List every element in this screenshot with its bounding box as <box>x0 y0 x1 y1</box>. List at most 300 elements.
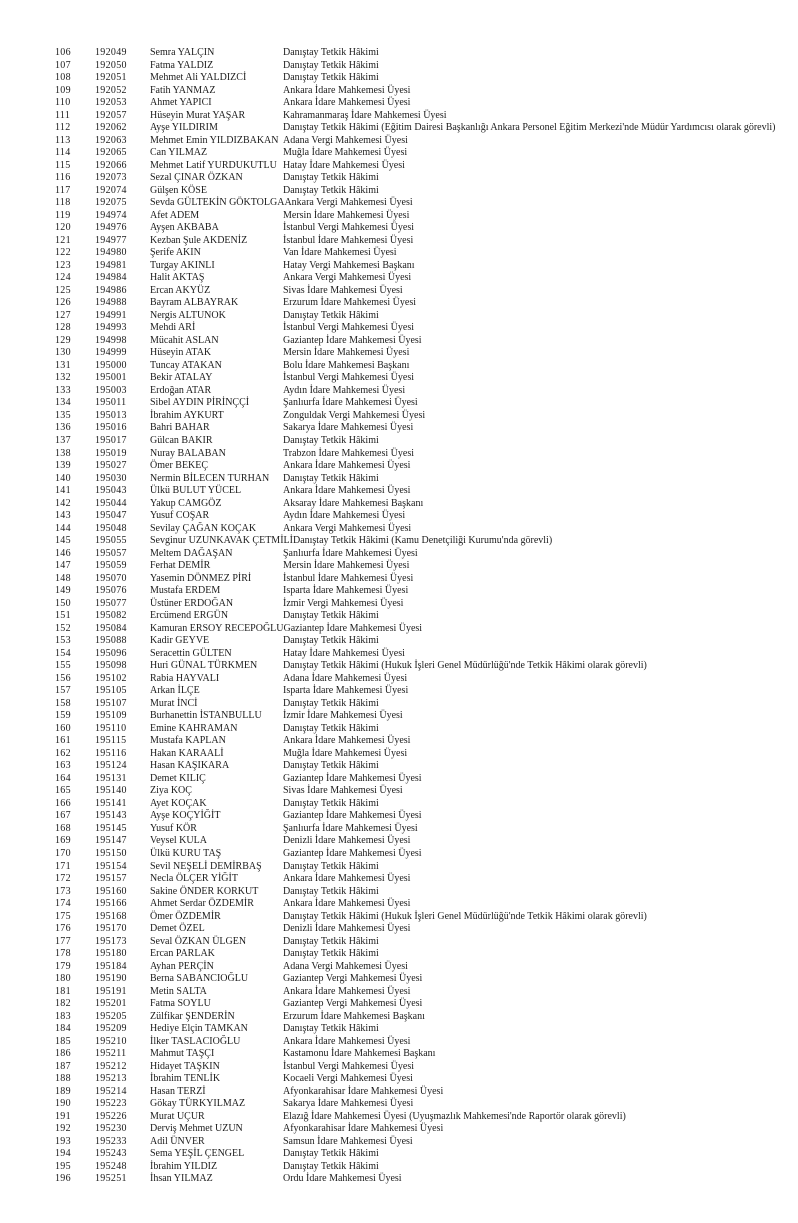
table-row <box>55 773 793 786</box>
row-number: 159 <box>55 710 71 722</box>
registry-number: 195107 <box>95 697 127 709</box>
registry-number: 195017 <box>95 434 127 446</box>
table-row <box>55 285 793 298</box>
table-row <box>55 760 793 773</box>
judge-name: İlker TASLACIOĞLU <box>150 1035 241 1047</box>
row-number: 142 <box>55 497 71 509</box>
judge-title: Afyonkarahisar İdare Mahkemesi Üyesi <box>283 1123 444 1135</box>
table-row <box>55 272 793 285</box>
row-number: 182 <box>55 998 71 1010</box>
judge-name: Arkan İLÇE <box>150 685 200 697</box>
row-number: 190 <box>55 1098 71 1110</box>
table-row <box>55 335 793 348</box>
judge-title: Gaziantep İdare Mahkemesi Üyesi <box>283 810 422 822</box>
row-number: 163 <box>55 760 71 772</box>
registry-number: 195059 <box>95 560 127 572</box>
registry-number: 195044 <box>95 497 127 509</box>
judge-title: Danıştay Tetkik Hâkimi <box>283 59 379 71</box>
registry-number: 194998 <box>95 334 127 346</box>
table-row <box>55 1023 793 1036</box>
row-number: 122 <box>55 247 71 259</box>
row-number: 133 <box>55 384 71 396</box>
judge-name: Kezban Şule AKDENİZ <box>150 234 248 246</box>
table-row <box>55 673 793 686</box>
table-row <box>55 147 793 160</box>
registry-number: 195166 <box>95 898 127 910</box>
judge-title: Aydın İdare Mahkemesi Üyesi <box>283 510 406 522</box>
table-row <box>55 1011 793 1024</box>
table-row <box>55 85 793 98</box>
table-row <box>55 648 793 661</box>
row-number: 144 <box>55 522 71 534</box>
registry-number: 195013 <box>95 409 127 421</box>
judge-name: Demet ÖZEL <box>150 923 205 935</box>
table-row <box>55 435 793 448</box>
judge-title: Danıştay Tetkik Hâkimi (Kamu Denetçiliği Kurumu'nda görevli) <box>292 535 553 547</box>
registry-number: 194980 <box>95 247 127 259</box>
row-number: 113 <box>55 134 71 146</box>
row-number: 158 <box>55 697 71 709</box>
row-number: 194 <box>55 1148 71 1160</box>
judge-title: Ankara İdare Mahkemesi Üyesi <box>283 485 411 497</box>
judge-title: Gaziantep İdare Mahkemesi Üyesi <box>283 622 423 634</box>
registry-number: 192062 <box>95 122 127 134</box>
row-number: 169 <box>55 835 71 847</box>
judge-title: Ankara Vergi Mahkemesi Üyesi <box>283 272 412 284</box>
judge-name: Berna SABANCIOĞLU <box>150 973 249 985</box>
judge-name: Halit AKTAŞ <box>150 272 205 284</box>
judge-name: Bayram ALBAYRAK <box>150 297 239 309</box>
judge-name: Nergis ALTUNOK <box>150 309 226 321</box>
row-number: 186 <box>55 1048 71 1060</box>
judge-name: Bekir ATALAY <box>150 372 213 384</box>
table-row <box>55 1136 793 1149</box>
table-row <box>55 923 793 936</box>
judge-title: Ankara İdare Mahkemesi Üyesi <box>283 898 411 910</box>
judge-title: Erzurum İdare Mahkemesi Başkanı <box>283 1010 425 1022</box>
registry-number: 195043 <box>95 485 127 497</box>
row-number: 189 <box>55 1085 71 1097</box>
judge-name: Ayşen AKBABA <box>150 222 219 234</box>
judge-name: Üstüner ERDOĞAN <box>150 597 234 609</box>
registry-number: 195000 <box>95 359 127 371</box>
row-number: 171 <box>55 860 71 872</box>
judge-name: Hasan TERZİ <box>150 1085 206 1097</box>
judge-name: Can YILMAZ <box>150 147 208 159</box>
judge-title: Hatay İdare Mahkemesi Üyesi <box>283 647 405 659</box>
judge-title: Danıştay Tetkik Hâkimi <box>283 697 379 709</box>
registry-number: 195082 <box>95 610 127 622</box>
table-row <box>55 573 793 586</box>
table-row <box>55 1048 793 1061</box>
row-number: 167 <box>55 810 71 822</box>
judge-title: İstanbul Vergi Mahkemesi Üyesi <box>283 222 415 234</box>
judge-title: İzmir İdare Mahkemesi Üyesi <box>283 710 403 722</box>
row-number: 118 <box>55 197 71 209</box>
judge-name: Meltem DAĞAŞAN <box>150 547 233 559</box>
row-number: 160 <box>55 722 71 734</box>
table-row <box>55 961 793 974</box>
judge-title: Elazığ İdare Mahkemesi Üyesi (Uyuşmazlık Mahkemesi'nde Raportör olarak görevli) <box>283 1110 626 1122</box>
judge-title: Ankara İdare Mahkemesi Üyesi <box>283 97 411 109</box>
judge-title: Danıştay Tetkik Hâkimi <box>283 309 379 321</box>
row-number: 135 <box>55 409 71 421</box>
judge-name: Gökay TÜRKYILMAZ <box>150 1098 246 1110</box>
judge-name: İbrahim YILDIZ <box>150 1160 218 1172</box>
judge-title: Aydın İdare Mahkemesi Üyesi <box>283 384 406 396</box>
registry-number: 195030 <box>95 472 127 484</box>
table-row <box>55 210 793 223</box>
table-row <box>55 823 793 836</box>
judge-name: Ömer BEKEÇ <box>150 460 209 472</box>
judge-name: Hakan KARAALİ <box>150 747 224 759</box>
registry-number: 195057 <box>95 547 127 559</box>
table-row <box>55 360 793 373</box>
judge-title: Hatay İdare Mahkemesi Üyesi <box>283 159 405 171</box>
row-number: 120 <box>55 222 71 234</box>
table-row <box>55 448 793 461</box>
judge-title: Danıştay Tetkik Hâkimi (Hukuk İşleri Genel Müdürlüğü'nde Tetkik Hâkimi olarak görevli) <box>283 910 647 922</box>
registry-number: 195016 <box>95 422 127 434</box>
judge-name: Şerife AKIN <box>150 247 201 259</box>
row-number: 154 <box>55 647 71 659</box>
judge-title: Adana Vergi Mahkemesi Üyesi <box>283 134 408 146</box>
table-row <box>55 1173 793 1186</box>
row-number: 106 <box>55 47 71 58</box>
judge-title: İstanbul Vergi Mahkemesi Üyesi <box>283 1060 415 1072</box>
judge-name: Ferhat DEMİR <box>150 560 211 572</box>
judge-title: Denizli İdare Mahkemesi Üyesi <box>283 835 411 847</box>
judge-title: Kocaeli Vergi Mahkemesi Üyesi <box>283 1073 413 1085</box>
judge-title: Van İdare Mahkemesi Üyesi <box>283 247 397 259</box>
judge-name: Ahmet YAPICI <box>150 97 212 109</box>
row-number: 161 <box>55 735 71 747</box>
table-row <box>55 473 793 486</box>
judge-name: Ülkü BULUT YÜCEL <box>150 485 242 497</box>
table-row <box>55 160 793 173</box>
judge-name: Sevginur UZUNKAVAK ÇETMİLİ <box>150 535 293 547</box>
judge-title: Mersin İdare Mahkemesi Üyesi <box>283 347 410 359</box>
row-number: 184 <box>55 1023 71 1035</box>
registry-number: 195209 <box>95 1023 127 1035</box>
row-number: 166 <box>55 797 71 809</box>
row-number: 180 <box>55 973 71 985</box>
registry-number: 195233 <box>95 1135 127 1147</box>
registry-number: 195214 <box>95 1085 127 1097</box>
table-row <box>55 835 793 848</box>
table-row <box>55 685 793 698</box>
table-row <box>55 485 793 498</box>
row-number: 178 <box>55 948 71 960</box>
registry-number: 195205 <box>95 1010 127 1022</box>
judge-title: Danıştay Tetkik Hâkimi <box>283 172 379 184</box>
table-row <box>55 898 793 911</box>
judge-title: Sakarya İdare Mahkemesi Üyesi <box>283 1098 414 1110</box>
registry-number: 195116 <box>95 747 127 759</box>
registry-number: 192063 <box>95 134 127 146</box>
registry-number: 195019 <box>95 447 127 459</box>
judge-name: Mehmet Emin YILDIZBAKAN <box>150 134 279 146</box>
registry-number: 195201 <box>95 998 127 1010</box>
judge-name: Gülcan BAKIR <box>150 434 213 446</box>
registry-number: 194986 <box>95 284 127 296</box>
judge-title: Şanlıurfa İdare Mahkemesi Üyesi <box>283 547 418 559</box>
registry-number: 195109 <box>95 710 127 722</box>
judge-title: Şanlıurfa İdare Mahkemesi Üyesi <box>283 822 418 834</box>
judge-name: Adil ÜNVER <box>150 1135 205 1147</box>
judge-title: Erzurum İdare Mahkemesi Üyesi <box>283 297 417 309</box>
judge-name: Burhanettin İSTANBULLU <box>150 710 262 722</box>
judge-title: Danıştay Tetkik Hâkimi <box>283 72 379 84</box>
row-number: 188 <box>55 1073 71 1085</box>
judge-title: Afyonkarahisar İdare Mahkemesi Üyesi <box>283 1085 444 1097</box>
registry-number: 194999 <box>95 347 127 359</box>
registry-number: 195088 <box>95 635 127 647</box>
judge-name: Ercan AKYÜZ <box>150 284 211 296</box>
judge-name: Semra YALÇIN <box>150 47 215 58</box>
row-number: 141 <box>55 485 71 497</box>
judge-title: Mersin İdare Mahkemesi Üyesi <box>283 560 410 572</box>
table-row <box>55 185 793 198</box>
table-row <box>55 122 793 135</box>
row-number: 177 <box>55 935 71 947</box>
row-number: 179 <box>55 960 71 972</box>
registry-number: 195115 <box>95 735 127 747</box>
row-number: 191 <box>55 1110 71 1122</box>
judge-title: Ankara İdare Mahkemesi Üyesi <box>283 460 411 472</box>
judge-title: Hatay Vergi Mahkemesi Başkanı <box>283 259 415 271</box>
registry-number: 195243 <box>95 1148 127 1160</box>
table-row <box>55 460 793 473</box>
row-number: 193 <box>55 1135 71 1147</box>
table-row <box>55 1036 793 1049</box>
judge-name: Rabia HAYVALI <box>150 672 220 684</box>
row-number: 137 <box>55 434 71 446</box>
registry-number: 195157 <box>95 873 127 885</box>
row-number: 151 <box>55 610 71 622</box>
judge-name: Yakup CAMGÖZ <box>150 497 222 509</box>
row-number: 164 <box>55 772 71 784</box>
row-number: 112 <box>55 122 71 134</box>
row-number: 183 <box>55 1010 71 1022</box>
judge-name: Sakine ÖNDER KORKUT <box>150 885 259 897</box>
judge-name: Huri GÜNAL TÜRKMEN <box>150 660 258 672</box>
row-number: 116 <box>55 172 71 184</box>
judge-name: Emine KAHRAMAN <box>150 722 238 734</box>
judge-title: Sivas İdare Mahkemesi Üyesi <box>283 284 403 296</box>
table-row <box>55 135 793 148</box>
judge-name: Sevil NEŞELİ DEMİRBAŞ <box>150 860 262 872</box>
table-row <box>55 585 793 598</box>
registry-number: 195191 <box>95 985 127 997</box>
table-row <box>55 861 793 874</box>
judge-title: Danıştay Tetkik Hâkimi <box>283 610 379 622</box>
table-row <box>55 723 793 736</box>
row-number: 110 <box>55 97 71 109</box>
registry-number: 194981 <box>95 259 127 271</box>
registry-number: 195001 <box>95 372 127 384</box>
row-number: 125 <box>55 284 71 296</box>
row-number: 175 <box>55 910 71 922</box>
table-row <box>55 948 793 961</box>
judge-name: Fatma YALDIZ <box>150 59 214 71</box>
judge-title: Kahramanmaraş İdare Mahkemesi Üyesi <box>283 109 447 121</box>
table-row <box>55 260 793 273</box>
row-number: 147 <box>55 560 71 572</box>
table-row <box>55 1148 793 1161</box>
table-row <box>55 798 793 811</box>
judge-title: Danıştay Tetkik Hâkimi (Eğitim Dairesi Başkanlığı Ankara Personel Eğitim Merkezi'nde Müdür Yardımcısı olarak görevli) <box>283 122 776 134</box>
judge-name: Mahmut TAŞÇI <box>150 1048 215 1060</box>
judge-name: Seracettin GÜLTEN <box>150 647 232 659</box>
registry-number: 192073 <box>95 172 127 184</box>
judge-name: Hediye Elçin TAMKAN <box>150 1023 248 1035</box>
judge-title: Gaziantep İdare Mahkemesi Üyesi <box>283 772 422 784</box>
registry-number: 194984 <box>95 272 127 284</box>
row-number: 143 <box>55 510 71 522</box>
row-number: 149 <box>55 585 71 597</box>
judge-title: Adana İdare Mahkemesi Üyesi <box>283 672 408 684</box>
judge-title: Şanlıurfa İdare Mahkemesi Üyesi <box>283 397 418 409</box>
judge-title: Ankara İdare Mahkemesi Üyesi <box>283 985 411 997</box>
table-row <box>55 1086 793 1099</box>
row-number: 162 <box>55 747 71 759</box>
judge-title: Danıştay Tetkik Hâkimi (Hukuk İşleri Genel Müdürlüğü'nde Tetkik Hâkimi olarak görevli) <box>283 660 647 672</box>
registry-number: 195170 <box>95 923 127 935</box>
table-row <box>55 548 793 561</box>
row-number: 109 <box>55 84 71 96</box>
judge-name: Ayşe KOÇYİĞİT <box>150 810 221 822</box>
row-number: 172 <box>55 873 71 885</box>
row-number: 123 <box>55 259 71 271</box>
judge-name: Nermin BİLECEN TURHAN <box>150 472 270 484</box>
judge-title: Gaziantep Vergi Mahkemesi Üyesi <box>283 973 423 985</box>
registry-number: 192051 <box>95 72 127 84</box>
row-number: 136 <box>55 422 71 434</box>
judge-name: Hidayet TAŞKIN <box>150 1060 220 1072</box>
judge-name: Yusuf KÖR <box>150 822 197 834</box>
row-number: 128 <box>55 322 71 334</box>
registry-number: 194977 <box>95 234 127 246</box>
judge-title: İstanbul Vergi Mahkemesi Üyesi <box>283 322 415 334</box>
judge-name: Sevilay ÇAĞAN KOÇAK <box>150 522 257 534</box>
table-row <box>55 60 793 73</box>
row-number: 115 <box>55 159 71 171</box>
row-number: 119 <box>55 209 71 221</box>
judge-title: Ankara İdare Mahkemesi Üyesi <box>283 735 411 747</box>
row-number: 132 <box>55 372 71 384</box>
judge-title: Danıştay Tetkik Hâkimi <box>283 434 379 446</box>
table-row <box>55 986 793 999</box>
judge-title: Muğla İdare Mahkemesi Üyesi <box>283 747 408 759</box>
row-number: 134 <box>55 397 71 409</box>
judge-name: Metin SALTA <box>150 985 207 997</box>
judge-title: İstanbul İdare Mahkemesi Üyesi <box>283 572 414 584</box>
judge-title: Danıştay Tetkik Hâkimi <box>283 948 379 960</box>
judge-name: Ayhan PERÇİN <box>150 960 214 972</box>
row-number: 176 <box>55 923 71 935</box>
judge-title: Samsun İdare Mahkemesi Üyesi <box>283 1135 413 1147</box>
row-number: 138 <box>55 447 71 459</box>
judge-name: Ziya KOÇ <box>150 785 192 797</box>
judge-title: Danıştay Tetkik Hâkimi <box>283 184 379 196</box>
judge-name: Mehdi ARİ <box>150 322 196 334</box>
table-row <box>55 523 793 536</box>
judge-title: Trabzon İdare Mahkemesi Üyesi <box>283 447 414 459</box>
table-row <box>55 623 793 636</box>
row-number: 126 <box>55 297 71 309</box>
registry-number: 195096 <box>95 647 127 659</box>
judge-title: Mersin İdare Mahkemesi Üyesi <box>283 209 410 221</box>
judge-title: Ankara İdare Mahkemesi Üyesi <box>283 873 411 885</box>
table-row <box>55 1161 793 1174</box>
judge-name: Murat UÇUR <box>150 1110 205 1122</box>
registry-number: 195105 <box>95 685 127 697</box>
row-number: 195 <box>55 1160 71 1172</box>
table-row <box>55 560 793 573</box>
registry-number: 195248 <box>95 1160 127 1172</box>
table-row <box>55 635 793 648</box>
row-number: 185 <box>55 1035 71 1047</box>
registry-number: 194991 <box>95 309 127 321</box>
registry-number: 192052 <box>95 84 127 96</box>
table-row <box>55 535 793 548</box>
table-row <box>55 911 793 924</box>
table-row <box>55 1061 793 1074</box>
judge-name: Mustafa ERDEM <box>150 585 221 597</box>
judge-name: Sevda GÜLTEKİN GÖKTOLGA <box>150 197 285 209</box>
registry-number: 195212 <box>95 1060 127 1072</box>
row-number: 139 <box>55 460 71 472</box>
registry-number: 195124 <box>95 760 127 772</box>
table-row <box>55 998 793 1011</box>
judge-name: Hüseyin Murat YAŞAR <box>150 109 246 121</box>
registry-number: 195070 <box>95 572 127 584</box>
registry-number: 195160 <box>95 885 127 897</box>
row-number: 124 <box>55 272 71 284</box>
judge-title: Isparta İdare Mahkemesi Üyesi <box>283 585 409 597</box>
registry-number: 195140 <box>95 785 127 797</box>
judge-title: Danıştay Tetkik Hâkimi <box>283 1023 379 1035</box>
table-row <box>55 748 793 761</box>
registry-number: 192049 <box>95 47 127 58</box>
row-number: 187 <box>55 1060 71 1072</box>
registry-number: 195102 <box>95 672 127 684</box>
judge-table <box>55 47 793 1186</box>
judge-name: İbrahim AYKURT <box>150 409 224 421</box>
judge-name: Sema YEŞİL ÇENGEL <box>150 1148 245 1160</box>
judge-name: Ömer ÖZDEMİR <box>150 910 221 922</box>
row-number: 150 <box>55 597 71 609</box>
table-row <box>55 297 793 310</box>
judge-title: Danıştay Tetkik Hâkimi <box>283 860 379 872</box>
judge-name: Veysel KULA <box>150 835 207 847</box>
table-row <box>55 710 793 723</box>
judge-name: Yasemin DÖNMEZ PİRİ <box>150 572 252 584</box>
row-number: 196 <box>55 1173 71 1185</box>
judge-title: Danıştay Tetkik Hâkimi <box>283 722 379 734</box>
registry-number: 195180 <box>95 948 127 960</box>
table-row <box>55 1073 793 1086</box>
judge-name: Erdoğan ATAR <box>150 384 212 396</box>
row-number: 152 <box>55 622 71 634</box>
table-row <box>55 848 793 861</box>
row-number: 146 <box>55 547 71 559</box>
row-number: 127 <box>55 309 71 321</box>
judge-name: Ercan PARLAK <box>150 948 215 960</box>
judge-name: Hasan KAŞIKARA <box>150 760 230 772</box>
table-row <box>55 1111 793 1124</box>
